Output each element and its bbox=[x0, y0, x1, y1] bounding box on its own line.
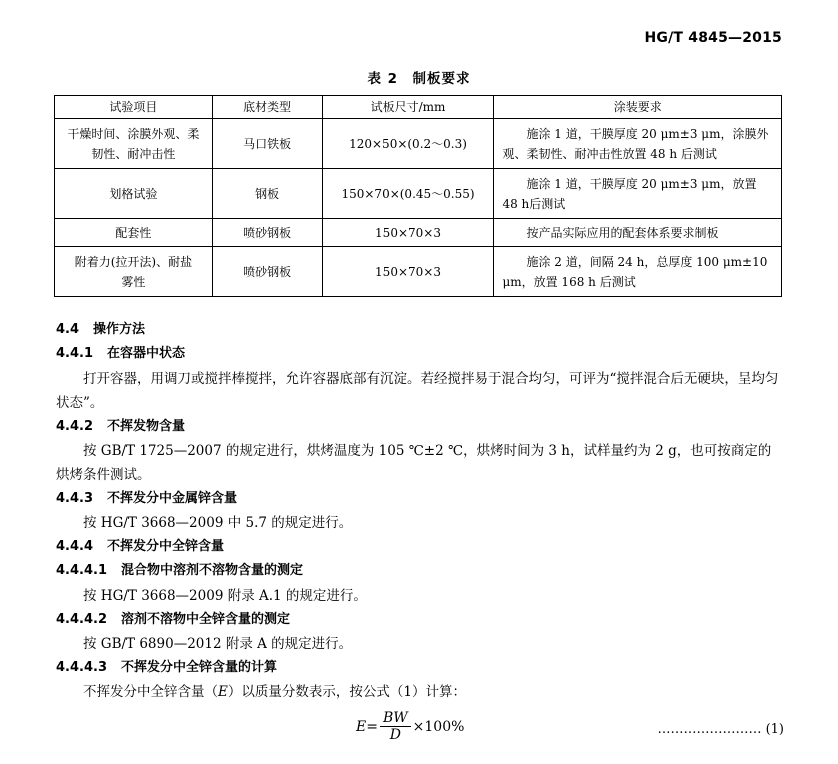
cell-panel-size: 150×70×3 bbox=[322, 219, 494, 247]
cell-coating-req: 按产品实际应用的配套体系要求制板 bbox=[494, 219, 782, 247]
section-title: 在容器中状态 bbox=[107, 346, 186, 362]
table-title: 表 2 制板要求 bbox=[367, 71, 471, 87]
body-content bbox=[56, 318, 784, 746]
table-row bbox=[55, 169, 782, 219]
section-title: 溶剂不溶物中全锌含量的测定 bbox=[121, 611, 291, 627]
paragraph: 按 HG/T 3668—2009 附录 A.1 的规定进行。 bbox=[83, 587, 367, 604]
section-number: 4.4.1 bbox=[56, 346, 94, 362]
cell-substrate: 喷砂钢板 bbox=[212, 247, 322, 297]
formula-expression bbox=[356, 710, 464, 743]
col-header-panel-size: 试板尺寸/mm bbox=[322, 96, 494, 119]
formula-tail: ×100% bbox=[412, 718, 465, 735]
section-number: 4.4 bbox=[56, 322, 80, 337]
col-header-substrate: 底材类型 bbox=[212, 96, 322, 119]
cell-test-item: 附着力(拉开法)、耐盐雾性 bbox=[55, 247, 213, 297]
formula-number: (1) bbox=[765, 722, 784, 738]
table-row bbox=[55, 219, 782, 247]
table-header-row bbox=[55, 96, 782, 119]
paragraph: 按 HG/T 3668—2009 中 5.7 的规定进行。 bbox=[83, 515, 353, 532]
section-heading bbox=[56, 487, 784, 511]
section-number: 4.4.4 bbox=[56, 539, 94, 555]
cell-coating-req: 施涂 1 道，干膜厚度 20 μm±3 μm，放置 48 h后测试 bbox=[494, 169, 782, 219]
section-number: 4.4.3 bbox=[56, 490, 94, 506]
cell-panel-size: 120×50×(0.2～0.3) bbox=[322, 119, 494, 169]
cell-test-item: 干燥时间、涂膜外观、柔韧性、耐冲击性 bbox=[55, 119, 213, 169]
section-heading bbox=[56, 608, 784, 632]
paragraph-calc-intro: 不挥发分中全锌含量（E）以质量分数表示，按公式（1）计算： bbox=[83, 684, 466, 701]
formula-fraction bbox=[380, 710, 411, 743]
cell-test-item: 配套性 bbox=[55, 219, 213, 247]
section-number: 4.4.4.2 bbox=[56, 611, 107, 627]
section-heading bbox=[56, 415, 784, 439]
section-title: 不挥发分中全锌含量的计算 bbox=[121, 660, 278, 676]
cell-substrate: 马口铁板 bbox=[212, 119, 322, 169]
section-title: 不挥发分中全锌含量 bbox=[107, 539, 225, 555]
cell-test-item: 划格试验 bbox=[55, 169, 213, 219]
formula-lhs: E bbox=[356, 718, 367, 735]
cell-coating-req: 施涂 1 道，干膜厚度 20 μm±3 μm，涂膜外观、柔韧性、耐冲击性放置 48 h 后测试 bbox=[494, 119, 782, 169]
formula-leader: …………………… bbox=[657, 722, 762, 738]
variable-e: E bbox=[218, 684, 228, 701]
cell-coating-req: 施涂 2 道，间隔 24 h，总厚度 100 μm±10 μm，放置 168 h 后测试 bbox=[494, 247, 782, 297]
section-title: 操作方法 bbox=[93, 322, 146, 337]
paragraph: 打开容器，用调刀或搅拌棒搅拌，允许容器底部有沉淀。若经搅拌易于混合均匀，可评为“搅拌混合后无硬块，呈均匀状态”。 bbox=[56, 370, 779, 411]
col-header-coating-req: 涂装要求 bbox=[494, 96, 782, 119]
standard-number: HG/T 4845—2015 bbox=[644, 30, 782, 46]
table-row bbox=[55, 119, 782, 169]
cell-panel-size: 150×70×(0.45～0.55) bbox=[322, 169, 494, 219]
section-title: 不挥发物含量 bbox=[107, 418, 186, 434]
formula-numerator: BW bbox=[380, 710, 411, 727]
formula-denominator: D bbox=[389, 727, 401, 744]
section-heading bbox=[56, 559, 784, 583]
requirements-table bbox=[54, 95, 782, 297]
cell-substrate: 喷砂钢板 bbox=[212, 219, 322, 247]
section-heading bbox=[56, 318, 784, 342]
table-row bbox=[55, 247, 782, 297]
col-header-test-item: 试验项目 bbox=[55, 96, 213, 119]
paragraph: 按 GB/T 6890—2012 附录 A 的规定进行。 bbox=[83, 636, 353, 653]
paragraph: 按 GB/T 1725—2007 的规定进行，烘烤温度为 105 ℃±2 ℃，烘烤时间为 3 h，试样量约为 2 g，也可按商定的烘烤条件测试。 bbox=[56, 442, 772, 483]
section-number: 4.4.4.1 bbox=[56, 563, 107, 579]
formula-1 bbox=[56, 706, 784, 746]
section-number: 4.4.2 bbox=[56, 418, 94, 434]
section-title: 混合物中溶剂不溶物含量的测定 bbox=[121, 563, 304, 579]
section-heading bbox=[56, 656, 784, 680]
cell-panel-size: 150×70×3 bbox=[322, 247, 494, 297]
formula-equals: = bbox=[366, 718, 378, 735]
section-heading bbox=[56, 342, 784, 366]
section-heading bbox=[56, 535, 784, 559]
cell-substrate: 钢板 bbox=[212, 169, 322, 219]
formula-number-line bbox=[657, 718, 784, 742]
section-number: 4.4.4.3 bbox=[56, 660, 107, 676]
section-title: 不挥发分中金属锌含量 bbox=[107, 490, 238, 506]
